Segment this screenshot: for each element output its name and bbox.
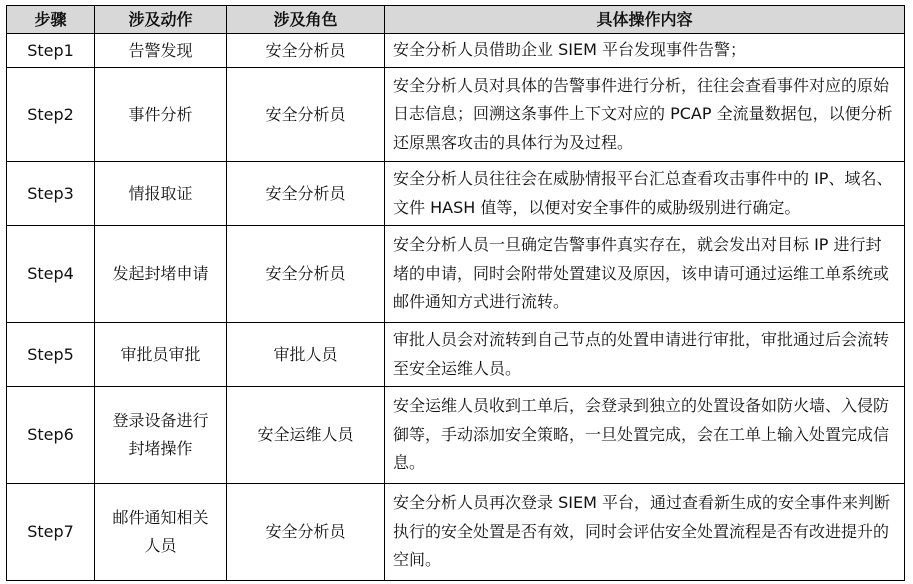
content-cell: 安全分析人员再次登录 SIEM 平台，通过查看新生成的安全事件来判断执行的安全处置是否有效，同时会评估安全处置流程是否有改进提升的空间。 — [385, 484, 905, 581]
header-content: 具体操作内容 — [385, 6, 905, 34]
step-cell: Step2 — [7, 68, 95, 162]
step-cell: Step7 — [7, 484, 95, 581]
table-row — [7, 484, 905, 581]
role-text: 安全分析员 — [265, 40, 346, 60]
action-text: 事件分析 — [128, 104, 193, 124]
table-row — [7, 68, 905, 162]
role-cell — [227, 162, 385, 226]
role-text: 安全分析员 — [265, 183, 346, 203]
action-cell — [95, 226, 227, 323]
action-text: 情报取证 — [128, 183, 193, 203]
table-row — [7, 162, 905, 226]
table-row — [7, 387, 905, 484]
role-text: 安全分析员 — [265, 104, 346, 124]
action-cell — [95, 68, 227, 162]
action-cell — [95, 34, 227, 68]
action-text: 审批员审批 — [120, 344, 201, 364]
content-cell: 安全分析人员往往会在威胁情报平台汇总查看攻击事件中的 IP、域名、文件 HASH 值等，以便对安全事件的威胁级别进行确定。 — [385, 162, 905, 226]
header-action: 涉及动作 — [95, 6, 227, 34]
step-cell: Step1 — [7, 34, 95, 68]
table-header-row — [7, 6, 905, 34]
role-cell — [227, 68, 385, 162]
role-text: 审批人员 — [273, 344, 338, 364]
process-table-container — [6, 5, 904, 581]
role-cell — [227, 34, 385, 68]
role-text: 安全分析员 — [265, 264, 346, 283]
action-cell — [95, 162, 227, 226]
step-cell: Step3 — [7, 162, 95, 226]
header-step: 步骤 — [7, 6, 95, 34]
role-cell — [227, 323, 385, 387]
action-cell — [95, 323, 227, 387]
step-cell: Step4 — [7, 226, 95, 323]
role-text: 安全分析员 — [265, 522, 346, 541]
action-cell — [95, 484, 227, 581]
role-text: 安全运维人员 — [257, 425, 354, 444]
content-cell: 安全分析人员一旦确定告警事件真实存在，就会发出对目标 IP 进行封堵的申请，同时会附带处置建议及原因，该申请可通过运维工单系统或邮件通知方式进行流转。 — [385, 226, 905, 323]
content-cell: 安全运维人员收到工单后，会登录到独立的处置设备如防火墙、入侵防御等，手动添加安全策略，一旦处置完成，会在工单上输入处置完成信息。 — [385, 387, 905, 484]
header-role: 涉及角色 — [227, 6, 385, 34]
role-cell — [227, 484, 385, 581]
content-cell: 安全分析人员对具体的告警事件进行分析，往往会查看事件对应的原始日志信息；回溯这条事件上下文对应的 PCAP 全流量数据包，以便分析还原黑客攻击的具体行为及过程。 — [385, 68, 905, 162]
process-table — [6, 5, 905, 581]
role-cell — [227, 387, 385, 484]
action-text: 邮件通知相关人员 — [112, 508, 209, 555]
table-row — [7, 34, 905, 68]
content-cell: 安全分析人员借助企业 SIEM 平台发现事件告警； — [385, 34, 905, 68]
action-cell — [95, 387, 227, 484]
action-text: 发起封堵申请 — [112, 264, 209, 283]
step-cell: Step5 — [7, 323, 95, 387]
action-text: 告警发现 — [128, 40, 193, 60]
content-cell: 审批人员会对流转到自己节点的处置申请进行审批，审批通过后会流转至安全运维人员。 — [385, 323, 905, 387]
step-cell: Step6 — [7, 387, 95, 484]
table-row — [7, 323, 905, 387]
table-row — [7, 226, 905, 323]
role-cell — [227, 226, 385, 323]
action-text: 登录设备进行封堵操作 — [112, 411, 209, 458]
